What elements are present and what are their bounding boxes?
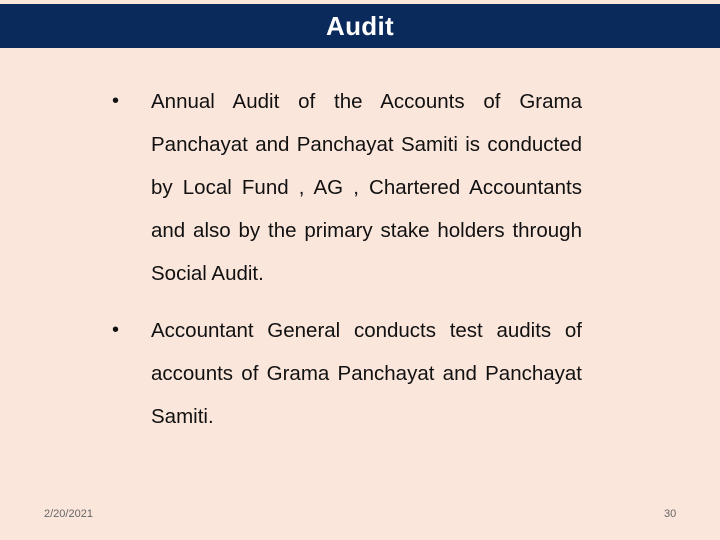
bullet-list bbox=[112, 80, 582, 452]
slide-title: Audit bbox=[326, 10, 394, 41]
bullet-item bbox=[112, 309, 582, 438]
bullet-item bbox=[112, 80, 582, 295]
bullet-text: Accountant General conducts test audits of accounts of Grama Panchayat and Panchayat Samiti. bbox=[151, 319, 582, 428]
bullet-marker: • bbox=[112, 319, 120, 341]
bullet-text: Annual Audit of the Accounts of Grama Panchayat and Panchayat Samiti is conducted by Local Fund , AG , Chartered Accountants and also by the primary stake holders through Social Audit. bbox=[151, 90, 582, 285]
page-number: 30 bbox=[664, 508, 677, 520]
footer-date: 2/20/2021 bbox=[44, 508, 93, 520]
bullet-marker: • bbox=[112, 90, 120, 112]
title-bar bbox=[0, 4, 720, 48]
